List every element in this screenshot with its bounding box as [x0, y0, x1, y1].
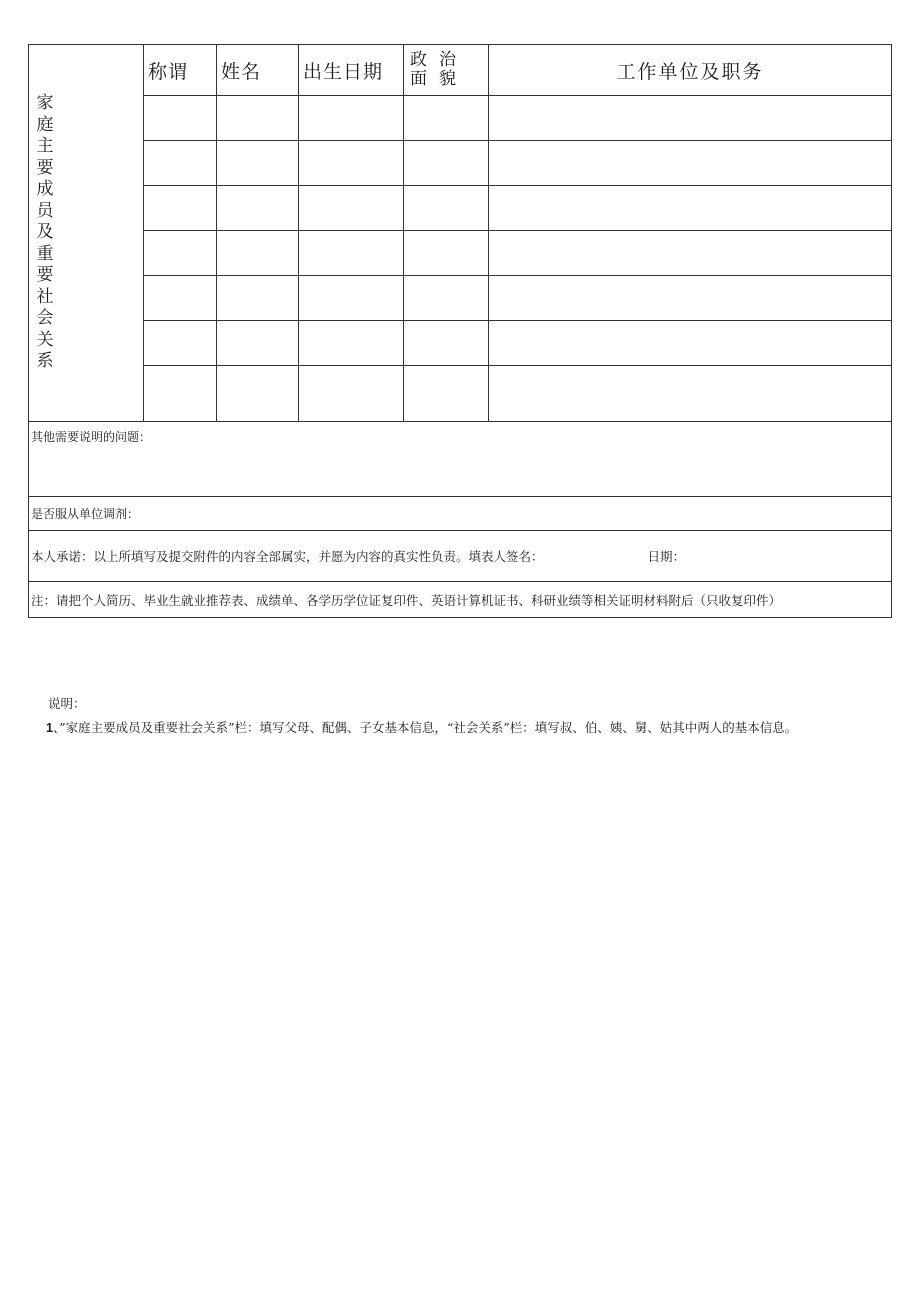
side-label-char: 要 — [36, 157, 54, 178]
obey-assignment-label: 是否服从单位调剂： — [31, 507, 140, 521]
cell-birth-date[interactable] — [299, 141, 404, 186]
cell-name[interactable] — [217, 141, 299, 186]
cell-political-status[interactable] — [404, 141, 489, 186]
cell-name[interactable] — [217, 231, 299, 276]
attachment-note-row — [29, 582, 892, 618]
obey-assignment-field[interactable] — [29, 497, 892, 531]
cell-relation[interactable] — [144, 186, 217, 231]
side-label-char: 庭 — [36, 114, 54, 135]
cell-birth-date[interactable] — [299, 276, 404, 321]
cell-work-unit[interactable] — [489, 231, 892, 276]
cell-relation[interactable] — [144, 276, 217, 321]
cell-birth-date[interactable] — [299, 321, 404, 366]
side-label-char: 系 — [36, 351, 54, 371]
header-name: 姓名 — [217, 45, 299, 96]
cell-birth-date[interactable] — [299, 231, 404, 276]
header-political-status: 政 治 面 貌 — [404, 45, 489, 96]
cell-name[interactable] — [217, 276, 299, 321]
family-section-label — [29, 45, 144, 422]
cell-political-status[interactable] — [404, 96, 489, 141]
side-label-char: 员 — [36, 200, 54, 221]
cell-relation[interactable] — [144, 366, 217, 422]
cell-work-unit[interactable] — [489, 276, 892, 321]
side-label-char: 会 — [36, 308, 54, 328]
cell-relation[interactable] — [144, 231, 217, 276]
side-label-char: 关 — [36, 329, 54, 350]
explanation-title: 说明： — [48, 696, 86, 711]
cell-relation[interactable] — [144, 96, 217, 141]
explanation-item-1: 1、”家庭主要成员及重要社会关系”栏：填写父母、配偶、子女基本信息，“社会关系”栏：填写叔、伯、姨、舅、姑其中两人的基本信息。 — [46, 720, 798, 735]
attachment-note: 注：请把个人简历、毕业生就业推荐表、成绩单、各学历学位证复印件、英语计算机证书、科研业绩等相关证明材料附后（只收复印件） — [31, 593, 782, 608]
cell-birth-date[interactable] — [299, 366, 404, 422]
date-label: 日期： — [647, 550, 686, 564]
cell-work-unit[interactable] — [489, 366, 892, 422]
cell-political-status[interactable] — [404, 366, 489, 422]
side-label-char: 家 — [36, 93, 54, 113]
side-label-char: 重 — [36, 243, 54, 264]
other-notes-field[interactable] — [29, 422, 892, 497]
header-work-unit: 工作单位及职务 — [489, 45, 892, 96]
other-notes-label: 其他需要说明的问题： — [31, 430, 152, 444]
side-label-char: 成 — [36, 179, 54, 199]
cell-political-status[interactable] — [404, 186, 489, 231]
cell-name[interactable] — [217, 96, 299, 141]
cell-political-status[interactable] — [404, 321, 489, 366]
cell-name[interactable] — [217, 186, 299, 231]
explanation-block — [48, 692, 892, 740]
pledge-row[interactable] — [29, 531, 892, 582]
cell-name[interactable] — [217, 366, 299, 422]
pledge-text: 本人承诺：以上所填写及提交附件的内容全部属实，并愿为内容的真实性负责。填表人签名： — [31, 550, 544, 564]
cell-birth-date[interactable] — [299, 186, 404, 231]
side-label-char: 要 — [36, 265, 54, 285]
cell-work-unit[interactable] — [489, 141, 892, 186]
cell-birth-date[interactable] — [299, 96, 404, 141]
header-birth-date: 出生日期 — [299, 45, 404, 96]
header-relation: 称谓 — [144, 45, 217, 96]
cell-work-unit[interactable] — [489, 186, 892, 231]
cell-work-unit[interactable] — [489, 96, 892, 141]
cell-political-status[interactable] — [404, 276, 489, 321]
side-label-char: 及 — [36, 222, 54, 242]
side-label-char: 社 — [36, 286, 54, 307]
cell-relation[interactable] — [144, 141, 217, 186]
cell-name[interactable] — [217, 321, 299, 366]
cell-relation[interactable] — [144, 321, 217, 366]
family-members-table — [28, 44, 892, 618]
side-label-char: 主 — [36, 136, 54, 156]
cell-work-unit[interactable] — [489, 321, 892, 366]
cell-political-status[interactable] — [404, 231, 489, 276]
